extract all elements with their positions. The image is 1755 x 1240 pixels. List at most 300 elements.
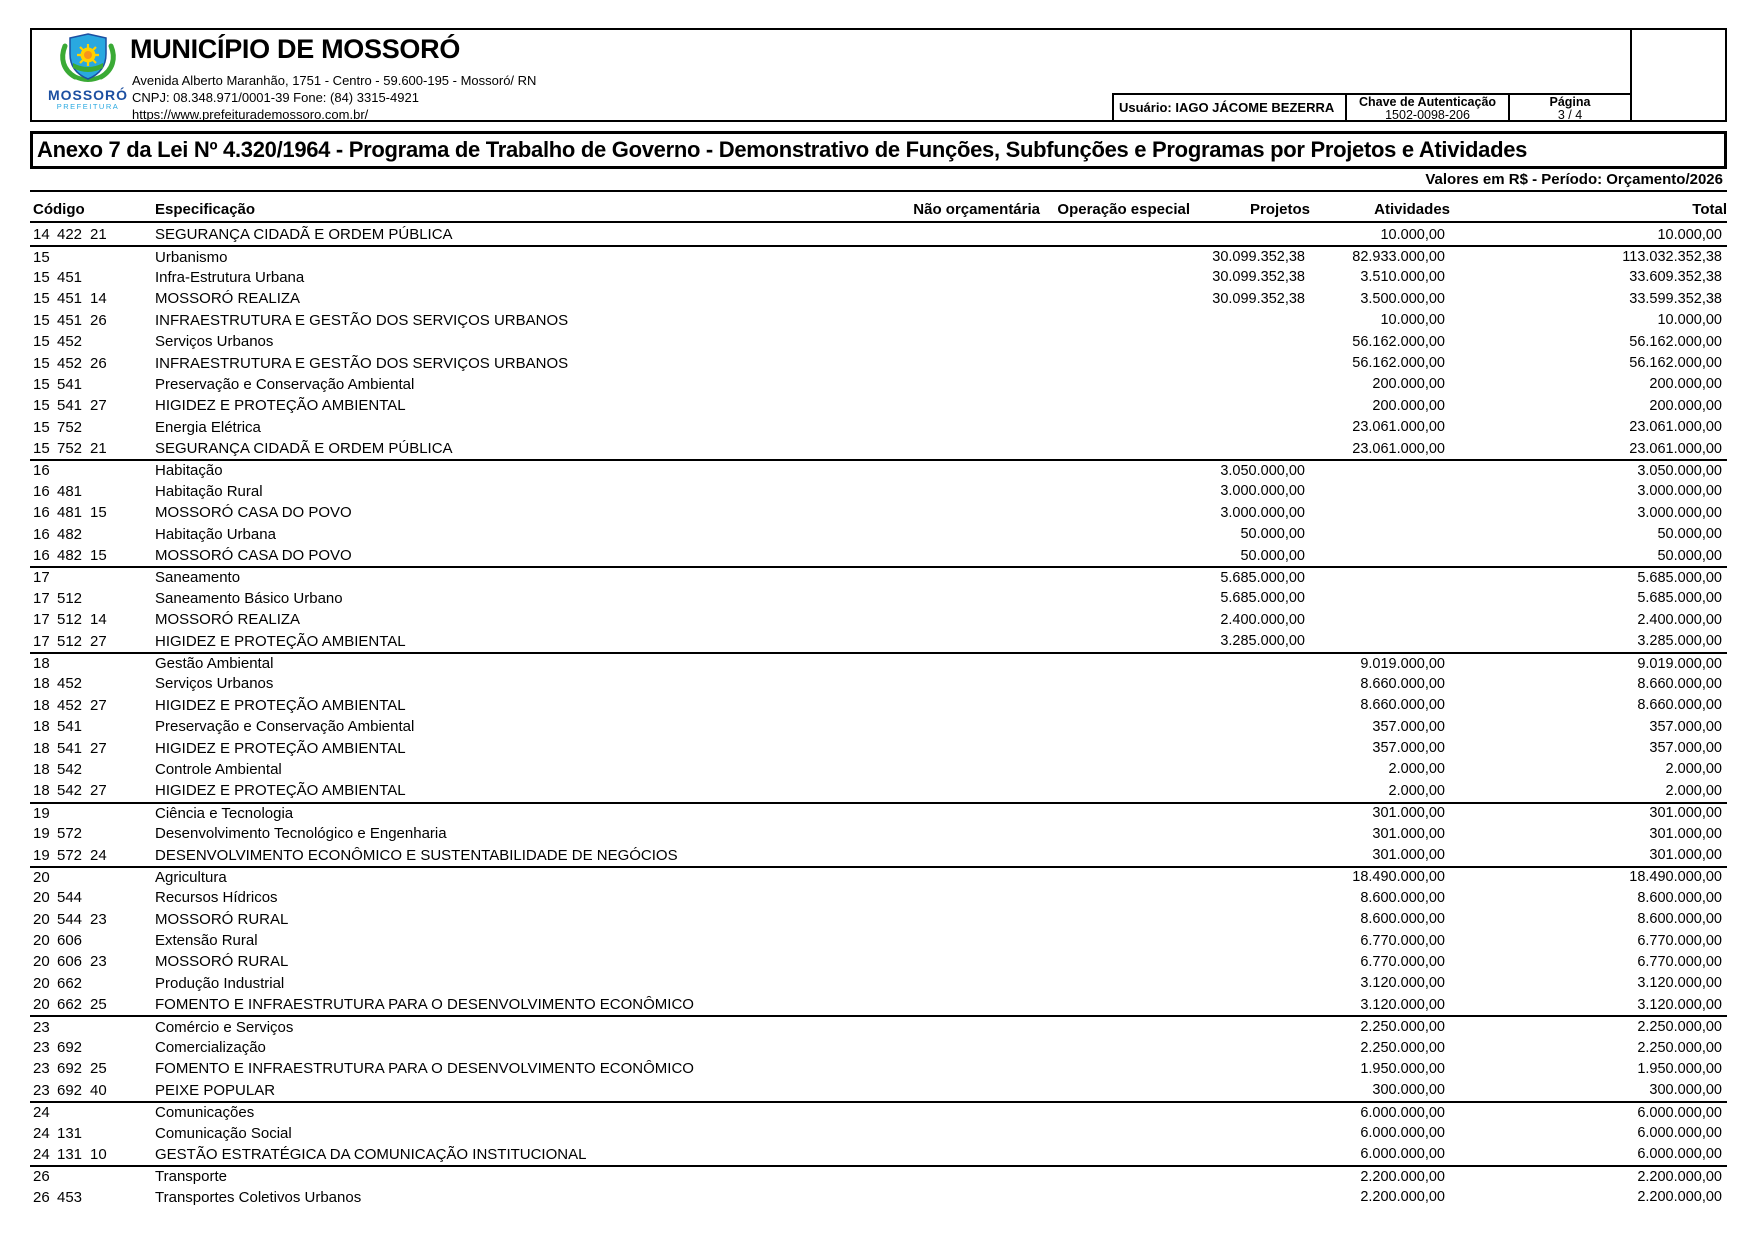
row-total: 6.000.000,00	[1637, 1104, 1722, 1121]
municipality-cnpj-phone: CNPJ: 08.348.971/0001-39 Fone: (84) 3315-4921	[132, 90, 419, 105]
row-code-part: 14	[33, 226, 50, 244]
row-code-part: 20	[33, 910, 50, 928]
row-spec: INFRAESTRUTURA E GESTÃO DOS SERVIÇOS URBANOS	[155, 311, 569, 329]
table-row	[30, 1101, 1727, 1122]
row-spec: SEGURANÇA CIDADÃ E ORDEM PÚBLICA	[155, 440, 453, 458]
row-total: 6.000.000,00	[1637, 1146, 1722, 1163]
row-code	[30, 782, 155, 799]
row-total: 2.000,00	[1665, 761, 1722, 778]
row-atividades: 2.000,00	[1388, 782, 1445, 799]
row-code-part: 25	[90, 1060, 107, 1078]
row-spec: Transporte	[155, 1168, 227, 1186]
row-code-part: 606	[57, 953, 83, 971]
row-code-part: 24	[33, 1104, 50, 1122]
row-spec: Preservação e Conservação Ambiental	[155, 375, 415, 393]
row-atividades: 9.019.000,00	[1360, 655, 1445, 672]
row-code-part: 16	[33, 482, 50, 500]
row-projetos: 50.000,00	[1240, 547, 1305, 564]
table-row	[30, 374, 1727, 395]
row-code-part: 15	[33, 248, 50, 266]
row-code	[30, 226, 155, 243]
row-projetos: 3.000.000,00	[1220, 504, 1305, 521]
row-atividades: 6.770.000,00	[1360, 932, 1445, 949]
row-code-part: 27	[90, 782, 107, 800]
row-spec: FOMENTO E INFRAESTRUTURA PARA O DESENVOLVIMENTO ECONÔMICO	[155, 1060, 694, 1078]
row-code-part: 17	[33, 611, 50, 629]
row-code-part: 451	[57, 290, 83, 308]
col-header-operacao-especial: Operação especial	[1057, 201, 1190, 218]
table-row	[30, 1144, 1727, 1165]
table-row	[30, 823, 1727, 844]
row-total: 6.770.000,00	[1637, 932, 1722, 949]
row-code	[30, 526, 155, 543]
row-total: 8.600.000,00	[1637, 889, 1722, 906]
row-code-part: 27	[90, 696, 107, 714]
logo-subtitle: PREFEITURA	[56, 102, 120, 111]
row-spec: Preservação e Conservação Ambiental	[155, 718, 415, 736]
row-spec: Serviços Urbanos	[155, 333, 274, 351]
row-code-part: 15	[33, 311, 50, 329]
row-total: 33.599.352,38	[1629, 290, 1722, 307]
row-code	[30, 547, 155, 564]
header-empty-cell	[1630, 30, 1725, 120]
row-code	[30, 1039, 155, 1056]
row-code-part: 606	[57, 932, 83, 950]
row-code-part: 451	[57, 268, 83, 286]
row-code-part: 24	[90, 846, 107, 864]
row-code	[30, 483, 155, 500]
row-code-part: 544	[57, 910, 83, 928]
row-spec: INFRAESTRUTURA E GESTÃO DOS SERVIÇOS URBANOS	[155, 354, 569, 372]
row-spec: HIGIDEZ E PROTEÇÃO AMBIENTAL	[155, 696, 406, 714]
row-total: 3.050.000,00	[1637, 462, 1722, 479]
row-code	[30, 462, 155, 479]
row-total: 3.000.000,00	[1637, 504, 1722, 521]
table-row	[30, 417, 1727, 438]
table-row	[30, 545, 1727, 566]
report-title: Anexo 7 da Lei Nº 4.320/1964 - Programa de Trabalho de Governo - Demonstrativo de Funções, Subfunções e Programas por Projetos e Atividades	[30, 131, 1727, 169]
table-row	[30, 331, 1727, 352]
row-code-part: 16	[33, 547, 50, 565]
municipality-website-link[interactable]: https://www.prefeiturademossoro.com.br/	[132, 107, 369, 122]
municipality-address: Avenida Alberto Maranhão, 1751 - Centro - 59.600-195 - Mossoró/ RN	[132, 73, 537, 88]
row-total: 56.162.000,00	[1629, 355, 1722, 372]
row-code	[30, 825, 155, 842]
row-spec: Saneamento	[155, 569, 241, 587]
row-code	[30, 633, 155, 650]
row-projetos: 5.685.000,00	[1220, 569, 1305, 586]
row-projetos: 2.400.000,00	[1220, 611, 1305, 628]
row-code-part: 14	[90, 290, 107, 308]
row-atividades: 200.000,00	[1372, 376, 1445, 393]
table-row	[30, 951, 1727, 972]
row-code	[30, 718, 155, 735]
row-code-part: 23	[33, 1039, 50, 1057]
table-row	[30, 481, 1727, 502]
row-code-part: 17	[33, 589, 50, 607]
row-atividades: 10.000,00	[1380, 226, 1445, 243]
page-number-value: 3 / 4	[1557, 108, 1583, 122]
row-atividades: 3.120.000,00	[1360, 996, 1445, 1013]
row-code-part: 482	[57, 525, 83, 543]
row-code	[30, 1168, 155, 1185]
col-header-projetos: Projetos	[1249, 201, 1310, 218]
row-code-part: 21	[90, 226, 107, 244]
row-total: 5.685.000,00	[1637, 569, 1722, 586]
table-row	[30, 716, 1727, 737]
row-total: 50.000,00	[1657, 547, 1722, 564]
row-atividades: 301.000,00	[1372, 847, 1445, 864]
row-code-part: 20	[33, 953, 50, 971]
row-total: 357.000,00	[1649, 718, 1722, 735]
row-code-part: 542	[57, 782, 83, 800]
row-atividades: 10.000,00	[1380, 312, 1445, 329]
row-spec: MOSSORÓ REALIZA	[155, 611, 301, 629]
row-code-part: 481	[57, 504, 83, 522]
row-spec: Saneamento Básico Urbano	[155, 589, 343, 607]
row-total: 8.660.000,00	[1637, 697, 1722, 714]
row-code	[30, 355, 155, 372]
row-atividades: 6.000.000,00	[1360, 1104, 1445, 1121]
row-code-part: 23	[33, 1018, 50, 1036]
table-row	[30, 737, 1727, 758]
row-code-part: 40	[90, 1081, 107, 1099]
auth-key-label: Chave de Autenticação	[1358, 95, 1497, 109]
row-code-part: 27	[90, 397, 107, 415]
row-code-part: 23	[33, 1060, 50, 1078]
row-total: 9.019.000,00	[1637, 655, 1722, 672]
row-spec: HIGIDEZ E PROTEÇÃO AMBIENTAL	[155, 739, 406, 757]
row-total: 2.250.000,00	[1637, 1039, 1722, 1056]
row-atividades: 301.000,00	[1372, 805, 1445, 822]
row-code	[30, 869, 155, 886]
row-total: 301.000,00	[1649, 847, 1722, 864]
table-row	[30, 523, 1727, 544]
table-row	[30, 866, 1727, 887]
row-code-part: 544	[57, 889, 83, 907]
row-total: 2.200.000,00	[1637, 1168, 1722, 1185]
logo-wordmark: MOSSORÓ	[47, 87, 129, 103]
table-row	[30, 352, 1727, 373]
row-spec: Comunicação Social	[155, 1124, 292, 1142]
row-total: 3.285.000,00	[1637, 633, 1722, 650]
row-total: 10.000,00	[1657, 226, 1722, 243]
row-projetos: 5.685.000,00	[1220, 590, 1305, 607]
row-spec: Habitação Rural	[155, 482, 263, 500]
row-spec: Controle Ambiental	[155, 760, 282, 778]
row-code	[30, 249, 155, 266]
row-atividades: 2.200.000,00	[1360, 1168, 1445, 1185]
municipality-logo	[42, 32, 134, 111]
row-code	[30, 975, 155, 992]
row-total: 2.250.000,00	[1637, 1019, 1722, 1036]
row-code-part: 541	[57, 375, 83, 393]
row-code	[30, 590, 155, 607]
row-atividades: 6.770.000,00	[1360, 953, 1445, 970]
row-spec: Transportes Coletivos Urbanos	[155, 1188, 362, 1206]
table-row	[30, 780, 1727, 801]
row-total: 200.000,00	[1649, 376, 1722, 393]
row-code	[30, 1189, 155, 1206]
row-code-part: 572	[57, 846, 83, 864]
row-code-part: 662	[57, 996, 83, 1014]
row-total: 8.600.000,00	[1637, 911, 1722, 928]
table-row	[30, 566, 1727, 587]
row-spec: HIGIDEZ E PROTEÇÃO AMBIENTAL	[155, 782, 406, 800]
row-code	[30, 419, 155, 436]
row-code	[30, 569, 155, 586]
table-row	[30, 695, 1727, 716]
row-spec: MOSSORÓ RURAL	[155, 953, 289, 971]
row-total: 1.950.000,00	[1637, 1060, 1722, 1077]
row-total: 3.000.000,00	[1637, 483, 1722, 500]
row-total: 113.032.352,38	[1622, 249, 1722, 266]
row-code-part: 692	[57, 1060, 83, 1078]
table-row	[30, 1080, 1727, 1101]
row-code-part: 692	[57, 1039, 83, 1057]
row-atividades: 8.660.000,00	[1360, 697, 1445, 714]
row-code-part: 451	[57, 311, 83, 329]
row-code	[30, 847, 155, 864]
row-total: 18.490.000,00	[1629, 869, 1722, 886]
row-code	[30, 290, 155, 307]
row-spec: DESENVOLVIMENTO ECONÔMICO E SUSTENTABILIDADE DE NEGÓCIOS	[155, 846, 678, 864]
row-code	[30, 312, 155, 329]
table-row	[30, 802, 1727, 823]
row-atividades: 200.000,00	[1372, 397, 1445, 414]
auth-key-value: 1502-0098-206	[1385, 108, 1470, 122]
row-atividades: 56.162.000,00	[1352, 333, 1445, 350]
row-total: 3.120.000,00	[1637, 975, 1722, 992]
row-code	[30, 953, 155, 970]
table-row	[30, 502, 1727, 523]
row-atividades: 23.061.000,00	[1352, 419, 1445, 436]
report-subtitle: Valores em R$ - Período: Orçamento/2026	[30, 171, 1727, 192]
row-code-part: 422	[57, 226, 83, 244]
table-row	[30, 930, 1727, 951]
row-total: 3.120.000,00	[1637, 996, 1722, 1013]
row-spec: MOSSORÓ RURAL	[155, 910, 289, 928]
row-code	[30, 397, 155, 414]
row-spec: Agricultura	[155, 868, 227, 886]
row-code	[30, 675, 155, 692]
row-atividades: 2.250.000,00	[1360, 1019, 1445, 1036]
row-code	[30, 376, 155, 393]
row-atividades: 357.000,00	[1372, 740, 1445, 757]
row-spec: Serviços Urbanos	[155, 675, 274, 693]
col-header-codigo: Código	[33, 201, 85, 218]
row-spec: Energia Elétrica	[155, 418, 261, 436]
row-total: 357.000,00	[1649, 740, 1722, 757]
row-code-part: 27	[90, 632, 107, 650]
row-spec: Comércio e Serviços	[155, 1018, 294, 1036]
row-code-part: 452	[57, 696, 83, 714]
row-code-part: 23	[90, 910, 107, 928]
table-header-row	[30, 193, 1727, 223]
table-row	[30, 438, 1727, 459]
row-atividades: 23.061.000,00	[1352, 440, 1445, 457]
row-code-part: 15	[33, 354, 50, 372]
row-code-part: 752	[57, 418, 83, 436]
row-code-part: 24	[33, 1145, 50, 1163]
row-spec: Produção Industrial	[155, 974, 285, 992]
row-code	[30, 932, 155, 949]
row-atividades: 2.250.000,00	[1360, 1039, 1445, 1056]
row-code-part: 15	[33, 375, 50, 393]
table-row	[30, 1187, 1727, 1208]
row-code-part: 542	[57, 760, 83, 778]
row-code	[30, 1146, 155, 1163]
table-row	[30, 1037, 1727, 1058]
row-total: 6.000.000,00	[1637, 1125, 1722, 1142]
row-code	[30, 655, 155, 672]
row-code	[30, 911, 155, 928]
row-code-part: 18	[33, 782, 50, 800]
table-row	[30, 245, 1727, 266]
row-spec: Ciência e Tecnologia	[155, 804, 294, 822]
row-atividades: 56.162.000,00	[1352, 355, 1445, 372]
row-spec: Desenvolvimento Tecnológico e Engenharia	[155, 825, 447, 843]
col-header-atividades: Atividades	[1374, 201, 1450, 218]
row-code-part: 26	[33, 1168, 50, 1186]
page-label: Página	[1549, 95, 1591, 109]
row-atividades: 6.000.000,00	[1360, 1146, 1445, 1163]
row-atividades: 82.933.000,00	[1352, 249, 1445, 266]
row-code-part: 131	[57, 1124, 83, 1142]
row-projetos: 3.050.000,00	[1220, 462, 1305, 479]
row-total: 8.660.000,00	[1637, 675, 1722, 692]
row-spec: GESTÃO ESTRATÉGICA DA COMUNICAÇÃO INSTITUCIONAL	[155, 1145, 587, 1163]
row-code	[30, 697, 155, 714]
row-code-part: 19	[33, 825, 50, 843]
row-code-part: 27	[90, 739, 107, 757]
col-header-nao-orcamentaria: Não orçamentária	[913, 201, 1040, 218]
row-code-part: 17	[33, 569, 50, 587]
row-projetos: 30.099.352,38	[1212, 249, 1305, 266]
row-code-part: 16	[33, 504, 50, 522]
row-total: 10.000,00	[1657, 312, 1722, 329]
row-code	[30, 805, 155, 822]
table-row	[30, 1058, 1727, 1079]
row-code-part: 15	[90, 547, 107, 565]
row-atividades: 1.950.000,00	[1360, 1060, 1445, 1077]
row-atividades: 301.000,00	[1372, 825, 1445, 842]
row-atividades: 8.600.000,00	[1360, 911, 1445, 928]
row-code-part: 18	[33, 718, 50, 736]
row-code	[30, 1125, 155, 1142]
table-row	[30, 224, 1727, 245]
table-row	[30, 673, 1727, 694]
row-total: 50.000,00	[1657, 526, 1722, 543]
row-atividades: 8.660.000,00	[1360, 675, 1445, 692]
row-code-part: 26	[33, 1188, 50, 1206]
row-code-part: 512	[57, 611, 83, 629]
row-total: 2.400.000,00	[1637, 611, 1722, 628]
row-code-part: 23	[33, 1081, 50, 1099]
auth-key-cell	[1345, 93, 1508, 120]
row-code-part: 482	[57, 547, 83, 565]
row-code-part: 21	[90, 440, 107, 458]
row-atividades: 2.200.000,00	[1360, 1189, 1445, 1206]
row-code-part: 20	[33, 974, 50, 992]
row-code-part: 452	[57, 675, 83, 693]
row-total: 200.000,00	[1649, 397, 1722, 414]
row-atividades: 6.000.000,00	[1360, 1125, 1445, 1142]
table-row	[30, 1165, 1727, 1186]
row-code-part: 20	[33, 996, 50, 1014]
row-code-part: 15	[90, 504, 107, 522]
table-row	[30, 973, 1727, 994]
row-code-part: 453	[57, 1188, 83, 1206]
row-code-part: 26	[90, 311, 107, 329]
row-atividades: 300.000,00	[1372, 1082, 1445, 1099]
table-row	[30, 844, 1727, 865]
row-code-part: 481	[57, 482, 83, 500]
row-code-part: 18	[33, 655, 50, 672]
col-header-especificacao: Especificação	[155, 201, 256, 218]
row-code-part: 25	[90, 996, 107, 1014]
user-cell: Usuário: IAGO JÁCOME BEZERRA	[1112, 93, 1345, 120]
row-total: 23.061.000,00	[1629, 440, 1722, 457]
row-code	[30, 504, 155, 521]
row-spec: SEGURANÇA CIDADÃ E ORDEM PÚBLICA	[155, 226, 453, 244]
row-code-part: 23	[90, 953, 107, 971]
row-code-part: 692	[57, 1081, 83, 1099]
row-code	[30, 1082, 155, 1099]
row-code-part: 16	[33, 525, 50, 543]
row-code	[30, 1019, 155, 1036]
row-code-part: 662	[57, 974, 83, 992]
row-code-part: 15	[33, 290, 50, 308]
row-code-part: 20	[33, 889, 50, 907]
row-code-part: 18	[33, 675, 50, 693]
row-total: 2.200.000,00	[1637, 1189, 1722, 1206]
row-code	[30, 740, 155, 757]
row-code-part: 541	[57, 718, 83, 736]
row-code-part: 512	[57, 632, 83, 650]
row-code	[30, 440, 155, 457]
row-code	[30, 269, 155, 286]
row-code	[30, 1104, 155, 1121]
row-spec: Recursos Hídricos	[155, 889, 278, 907]
row-spec: Habitação	[155, 462, 223, 480]
row-spec: FOMENTO E INFRAESTRUTURA PARA O DESENVOLVIMENTO ECONÔMICO	[155, 996, 694, 1014]
row-atividades: 3.120.000,00	[1360, 975, 1445, 992]
row-code-part: 17	[33, 632, 50, 650]
row-atividades: 18.490.000,00	[1352, 869, 1445, 886]
row-code-part: 20	[33, 932, 50, 950]
table-row	[30, 609, 1727, 630]
row-spec: HIGIDEZ E PROTEÇÃO AMBIENTAL	[155, 397, 406, 415]
row-spec: HIGIDEZ E PROTEÇÃO AMBIENTAL	[155, 632, 406, 650]
row-atividades: 3.510.000,00	[1360, 269, 1445, 286]
row-code	[30, 1060, 155, 1077]
table-row	[30, 1015, 1727, 1036]
row-code	[30, 611, 155, 628]
row-code-part: 541	[57, 397, 83, 415]
table-row	[30, 1122, 1727, 1143]
table-row	[30, 588, 1727, 609]
table-row	[30, 909, 1727, 930]
table-row	[30, 630, 1727, 651]
row-code-part: 24	[33, 1124, 50, 1142]
row-code-part: 752	[57, 440, 83, 458]
table-row	[30, 652, 1727, 673]
row-code-part: 18	[33, 760, 50, 778]
row-spec: Gestão Ambiental	[155, 655, 274, 672]
row-code-part: 541	[57, 739, 83, 757]
row-code	[30, 333, 155, 350]
